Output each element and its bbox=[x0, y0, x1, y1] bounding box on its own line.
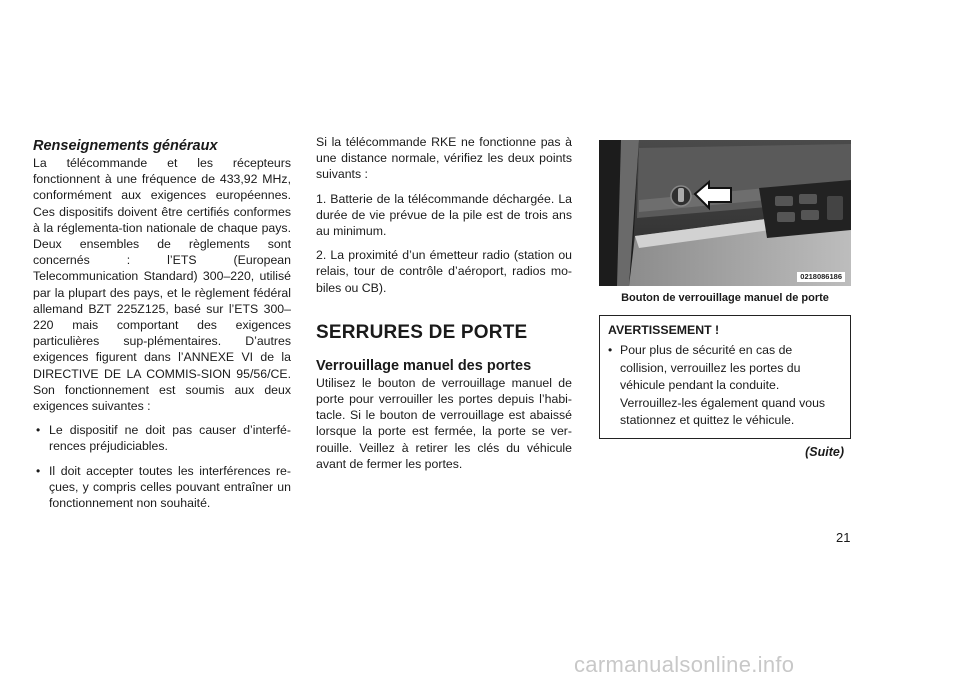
rke-intro-paragraph: Si la télécommande RKE ne fonctionne pas à une distance normale, vérifiez les deux points suivants : bbox=[316, 135, 572, 182]
warning-list bbox=[608, 342, 842, 430]
door-lock-photo bbox=[599, 140, 851, 286]
list-item: • Il doit accepter toutes les interférences re-çues, y compris celles pouvant entraîner un fonctionnement non souhaité. bbox=[36, 463, 291, 511]
bullet-icon: • bbox=[36, 423, 41, 438]
continued-label: (Suite) bbox=[805, 444, 844, 459]
manual-locks-paragraph: Utilisez le bouton de verrouillage manuel de porte pour verrouiller les portes depuis l’habi-tacle. Si le bouton de verrouillage est abaissé lorsque la porte est fermée, la porte se ver-rouille. Veillez à retirer les clés du véhicule avant de fermer les portes. bbox=[316, 375, 572, 471]
rke-check-item-1: 1. Batterie de la télécommande déchargée. La durée de vie prévue de la pile est de trois ans au minimum. bbox=[316, 191, 572, 239]
watermark: carmanualsonline.info bbox=[574, 652, 795, 677]
section-heading-general-info: Renseignements généraux bbox=[33, 138, 218, 154]
sub-heading-manual-locks: Verrouillage manuel des portes bbox=[316, 357, 532, 374]
figure-caption: Bouton de verrouillage manuel de porte bbox=[621, 292, 829, 304]
rke-check-item-2: 2. La proximité d’un émetteur radio (station ou relais, tour de contrôle d’aéroport, radios mo-biles ou CB). bbox=[316, 248, 572, 295]
list-item: • Le dispositif ne doit pas causer d’interfé-rences préjudiciables. bbox=[36, 423, 291, 454]
warning-box bbox=[599, 315, 851, 439]
list-item: • Pour plus de sécurité en cas de collision, verrouillez les portes du véhicule pendant la conduite. Verrouillez-les également quand vous stationnez et quittez le véhicule. bbox=[608, 343, 826, 427]
column-middle bbox=[316, 134, 572, 472]
figure-code: 0218086186 bbox=[797, 272, 845, 282]
chapter-heading-door-locks: SERRURES DE PORTE bbox=[316, 321, 528, 343]
bullet-icon: • bbox=[608, 343, 613, 357]
column-right bbox=[599, 140, 851, 459]
bullet-icon: • bbox=[36, 463, 41, 478]
requirements-list bbox=[33, 422, 291, 511]
door-panel-illustration bbox=[599, 140, 851, 286]
column-left bbox=[33, 138, 291, 519]
warning-title: AVERTISSEMENT ! bbox=[608, 323, 720, 337]
page-number: 21 bbox=[836, 530, 851, 545]
general-info-paragraph: La télécommande et les récepteurs fonctionnent à une fréquence de 433,92 MHz, conformément aux exigences européennes. Ces dispositifs doivent être certifiés conformes à la réglementa-tion nationale de chaque pays. Deux ensembles de règlements sont concernés : l’ETS (European Telecommunication Standard) 300–220, utilisé par la plupart des pays, et le règlement fédéral allemand BZT 225Z125, basé sur l’ETS 300–220 mais comportant des exigences particulières sup-plémentaires. D’autres exigences figurent dans l’ANNEXE VI de la DIRECTIVE DE LA COMMIS-SION 95/56/CE. Son fonctionnement est soumis aux deux exigences suivantes : bbox=[33, 156, 291, 414]
